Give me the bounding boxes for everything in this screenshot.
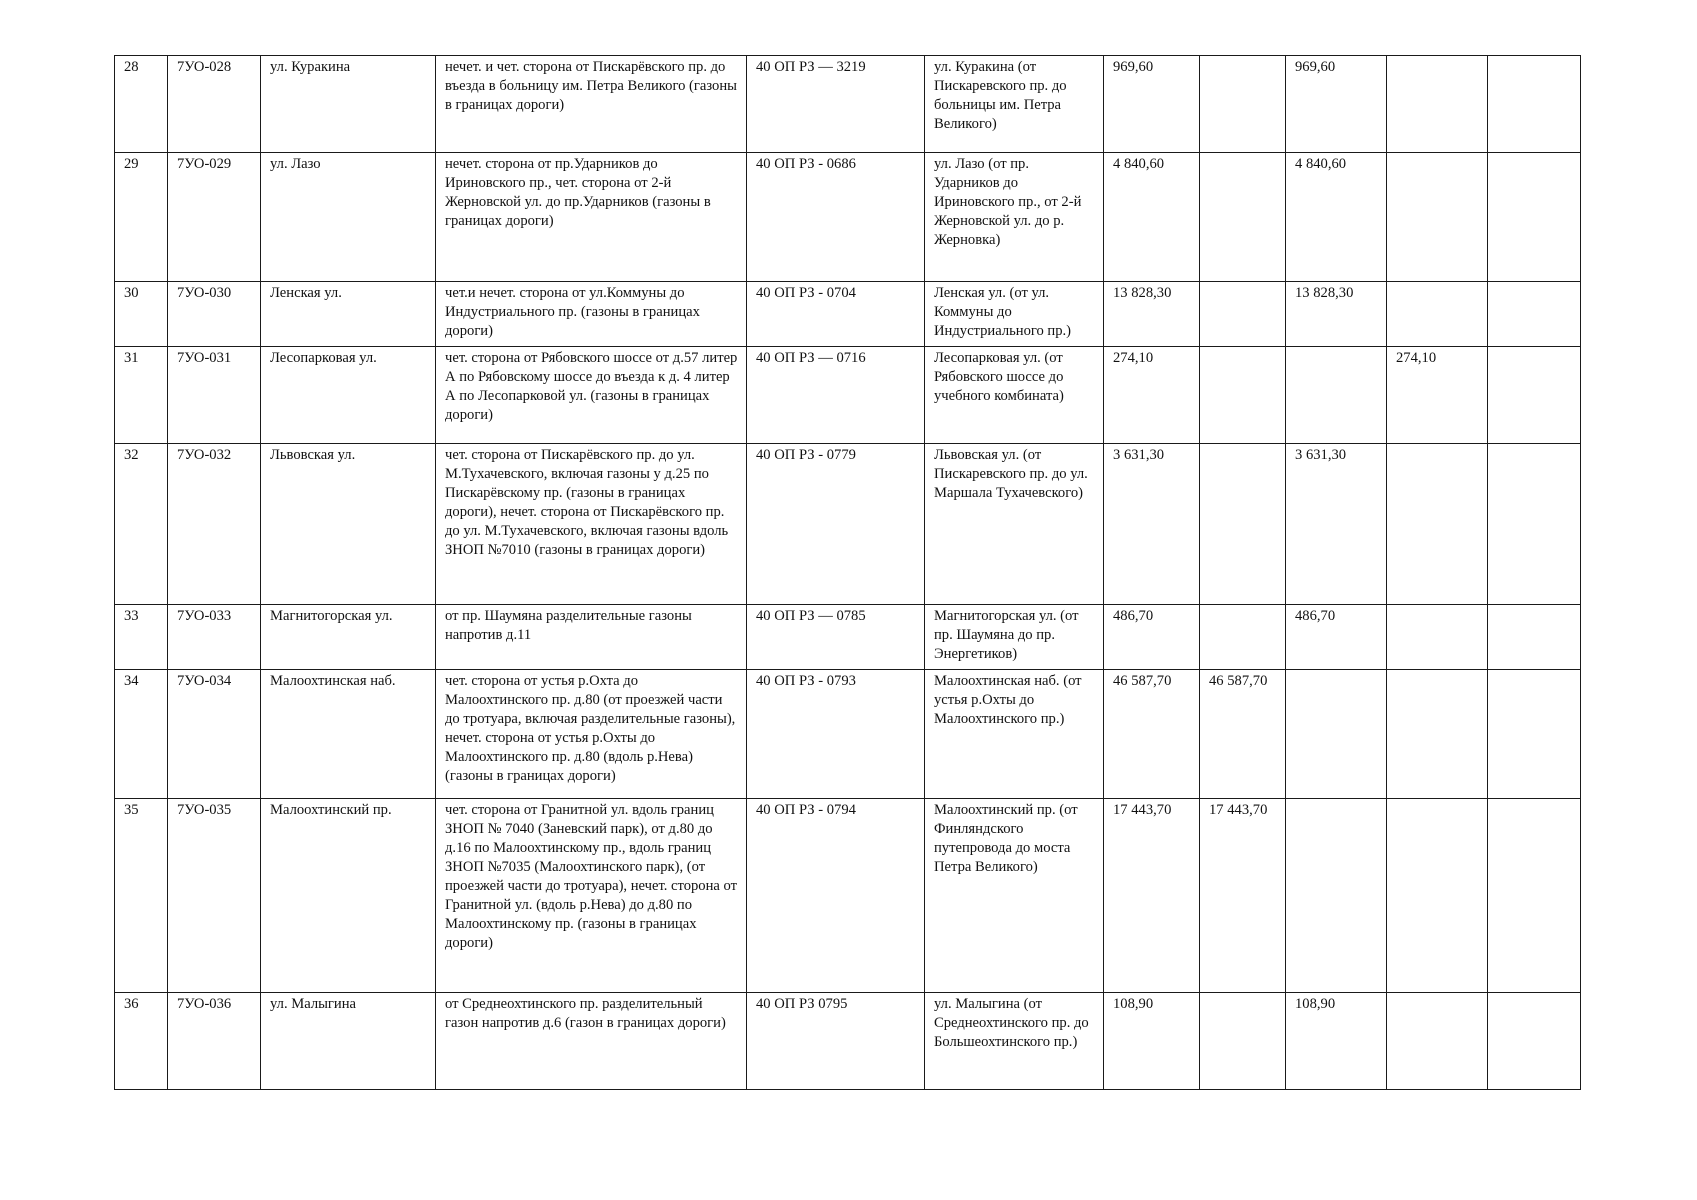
- road-name-cell: ул. Малыгина (от Среднеохтинского пр. до Большеохтинского пр.): [925, 993, 1104, 1090]
- street-name-cell: Львовская ул.: [261, 444, 436, 605]
- road-name-cell: ул. Куракина (от Пискаревского пр. до больницы им. Петра Великого): [925, 56, 1104, 153]
- area-column-11-cell: [1488, 153, 1581, 282]
- area-description-cell: от Среднеохтинского пр. разделительный газон напротив д.6 (газон в границах дороги): [436, 993, 747, 1090]
- area-column-9-cell: 4 840,60: [1286, 153, 1387, 282]
- area-column-9-cell: 969,60: [1286, 56, 1387, 153]
- area-column-9-cell: [1286, 670, 1387, 799]
- object-code-cell: 7УО-031: [168, 347, 261, 444]
- table-row: [115, 153, 1581, 282]
- table-row: [115, 799, 1581, 993]
- area-description-cell: нечет. и чет. сторона от Пискарёвского пр. до въезда в больницу им. Петра Великого (газоны в границах дороги): [436, 56, 747, 153]
- object-code-cell: 7УО-036: [168, 993, 261, 1090]
- object-code-cell: 7УО-028: [168, 56, 261, 153]
- area-description-cell: чет.и нечет. сторона от ул.Коммуны до Индустриального пр. (газоны в границах дороги): [436, 282, 747, 347]
- area-column-10-cell: [1387, 282, 1488, 347]
- area-column-10-cell: [1387, 993, 1488, 1090]
- total-area-cell: 108,90: [1104, 993, 1200, 1090]
- area-column-10-cell: [1387, 153, 1488, 282]
- road-id-cell: 40 ОП РЗ — 3219: [747, 56, 925, 153]
- area-column-10-cell: [1387, 799, 1488, 993]
- area-column-8-cell: [1200, 56, 1286, 153]
- area-column-8-cell: [1200, 347, 1286, 444]
- area-column-11-cell: [1488, 444, 1581, 605]
- area-column-9-cell: 13 828,30: [1286, 282, 1387, 347]
- table-body: [115, 56, 1581, 1090]
- area-description-cell: чет. сторона от Рябовского шоссе от д.57 литер А по Рябовскому шоссе до въезда к д. 4 литер А по Лесопарковой ул. (газоны в границах дороги): [436, 347, 747, 444]
- table-row: [115, 347, 1581, 444]
- total-area-cell: 969,60: [1104, 56, 1200, 153]
- street-name-cell: ул. Малыгина: [261, 993, 436, 1090]
- area-description-cell: нечет. сторона от пр.Ударников до Ириновского пр., чет. сторона от 2-й Жерновской ул. до пр.Ударников (газоны в границах дороги): [436, 153, 747, 282]
- area-column-11-cell: [1488, 670, 1581, 799]
- road-id-cell: 40 ОП РЗ — 0785: [747, 605, 925, 670]
- road-name-cell: Малоохтинская наб. (от устья р.Охты до Малоохтинского пр.): [925, 670, 1104, 799]
- road-id-cell: 40 ОП РЗ 0795: [747, 993, 925, 1090]
- row-number-cell: 32: [115, 444, 168, 605]
- table-row: [115, 282, 1581, 347]
- road-id-cell: 40 ОП РЗ - 0704: [747, 282, 925, 347]
- street-name-cell: Магнитогорская ул.: [261, 605, 436, 670]
- road-name-cell: Лесопарковая ул. (от Рябовского шоссе до учебного комбината): [925, 347, 1104, 444]
- road-name-cell: Магнитогорская ул. (от пр. Шаумяна до пр. Энергетиков): [925, 605, 1104, 670]
- area-column-11-cell: [1488, 282, 1581, 347]
- total-area-cell: 46 587,70: [1104, 670, 1200, 799]
- area-column-10-cell: [1387, 444, 1488, 605]
- table-row: [115, 444, 1581, 605]
- road-id-cell: 40 ОП РЗ - 0686: [747, 153, 925, 282]
- road-name-cell: Львовская ул. (от Пискаревского пр. до ул. Маршала Тухачевского): [925, 444, 1104, 605]
- object-code-cell: 7УО-032: [168, 444, 261, 605]
- road-id-cell: 40 ОП РЗ - 0793: [747, 670, 925, 799]
- street-name-cell: ул. Лазо: [261, 153, 436, 282]
- area-column-11-cell: [1488, 347, 1581, 444]
- object-code-cell: 7УО-035: [168, 799, 261, 993]
- total-area-cell: 13 828,30: [1104, 282, 1200, 347]
- area-column-9-cell: 108,90: [1286, 993, 1387, 1090]
- document-page: [114, 55, 1580, 1090]
- road-name-cell: Малоохтинский пр. (от Финляндского путепровода до моста Петра Великого): [925, 799, 1104, 993]
- area-column-8-cell: [1200, 993, 1286, 1090]
- object-code-cell: 7УО-030: [168, 282, 261, 347]
- road-id-cell: 40 ОП РЗ - 0779: [747, 444, 925, 605]
- area-description-cell: чет. сторона от Гранитной ул. вдоль границ ЗНОП № 7040 (Заневский парк), от д.80 до д.16 по Малоохтинскому пр., вдоль границ ЗНОП №7035 (Малоохтинского парк), (от проезжей части до тротуара), нечет. сторона от Гранитной ул. (вдоль р.Нева) до д.80 по Малоохтинскому пр. (газоны в границах дороги): [436, 799, 747, 993]
- road-id-cell: 40 ОП РЗ - 0794: [747, 799, 925, 993]
- road-name-cell: Ленская ул. (от ул. Коммуны до Индустриального пр.): [925, 282, 1104, 347]
- street-name-cell: Ленская ул.: [261, 282, 436, 347]
- area-column-11-cell: [1488, 993, 1581, 1090]
- area-description-cell: чет. сторона от устья р.Охта до Малоохтинского пр. д.80 (от проезжей части до тротуара, включая разделительные газоны), нечет. сторона от устья р.Охты до Малоохтинского пр. д.80 (вдоль р.Нева) (газоны в границах дороги): [436, 670, 747, 799]
- area-column-9-cell: 3 631,30: [1286, 444, 1387, 605]
- row-number-cell: 30: [115, 282, 168, 347]
- area-column-8-cell: [1200, 605, 1286, 670]
- total-area-cell: 486,70: [1104, 605, 1200, 670]
- total-area-cell: 274,10: [1104, 347, 1200, 444]
- street-name-cell: Малоохтинский пр.: [261, 799, 436, 993]
- object-code-cell: 7УО-034: [168, 670, 261, 799]
- area-column-8-cell: [1200, 282, 1286, 347]
- table-row: [115, 993, 1581, 1090]
- row-number-cell: 34: [115, 670, 168, 799]
- road-id-cell: 40 ОП РЗ — 0716: [747, 347, 925, 444]
- area-description-cell: от пр. Шаумяна разделительные газоны напротив д.11: [436, 605, 747, 670]
- street-name-cell: ул. Куракина: [261, 56, 436, 153]
- area-column-10-cell: [1387, 670, 1488, 799]
- area-description-cell: чет. сторона от Пискарёвского пр. до ул. М.Тухачевского, включая газоны у д.25 по Пискарёвскому пр. (газоны в границах дороги), нечет. сторона от Пискарёвского пр. до ул. М.Тухачевского, включая газоны вдоль ЗНОП №7010 (газоны в границах дороги): [436, 444, 747, 605]
- area-column-8-cell: [1200, 444, 1286, 605]
- area-column-10-cell: [1387, 56, 1488, 153]
- row-number-cell: 28: [115, 56, 168, 153]
- street-name-cell: Малоохтинская наб.: [261, 670, 436, 799]
- total-area-cell: 4 840,60: [1104, 153, 1200, 282]
- table-row: [115, 670, 1581, 799]
- area-column-9-cell: [1286, 347, 1387, 444]
- area-column-9-cell: 486,70: [1286, 605, 1387, 670]
- area-column-9-cell: [1286, 799, 1387, 993]
- area-column-11-cell: [1488, 799, 1581, 993]
- area-column-10-cell: 274,10: [1387, 347, 1488, 444]
- row-number-cell: 29: [115, 153, 168, 282]
- area-column-8-cell: 46 587,70: [1200, 670, 1286, 799]
- table-row: [115, 605, 1581, 670]
- row-number-cell: 31: [115, 347, 168, 444]
- row-number-cell: 36: [115, 993, 168, 1090]
- street-name-cell: Лесопарковая ул.: [261, 347, 436, 444]
- area-column-10-cell: [1387, 605, 1488, 670]
- row-number-cell: 33: [115, 605, 168, 670]
- area-column-11-cell: [1488, 56, 1581, 153]
- registry-table: [114, 55, 1581, 1090]
- road-name-cell: ул. Лазо (от пр. Ударников до Ириновского пр., от 2-й Жерновской ул. до р. Жерновка): [925, 153, 1104, 282]
- table-row: [115, 56, 1581, 153]
- area-column-8-cell: 17 443,70: [1200, 799, 1286, 993]
- area-column-11-cell: [1488, 605, 1581, 670]
- object-code-cell: 7УО-033: [168, 605, 261, 670]
- row-number-cell: 35: [115, 799, 168, 993]
- object-code-cell: 7УО-029: [168, 153, 261, 282]
- total-area-cell: 3 631,30: [1104, 444, 1200, 605]
- total-area-cell: 17 443,70: [1104, 799, 1200, 993]
- area-column-8-cell: [1200, 153, 1286, 282]
